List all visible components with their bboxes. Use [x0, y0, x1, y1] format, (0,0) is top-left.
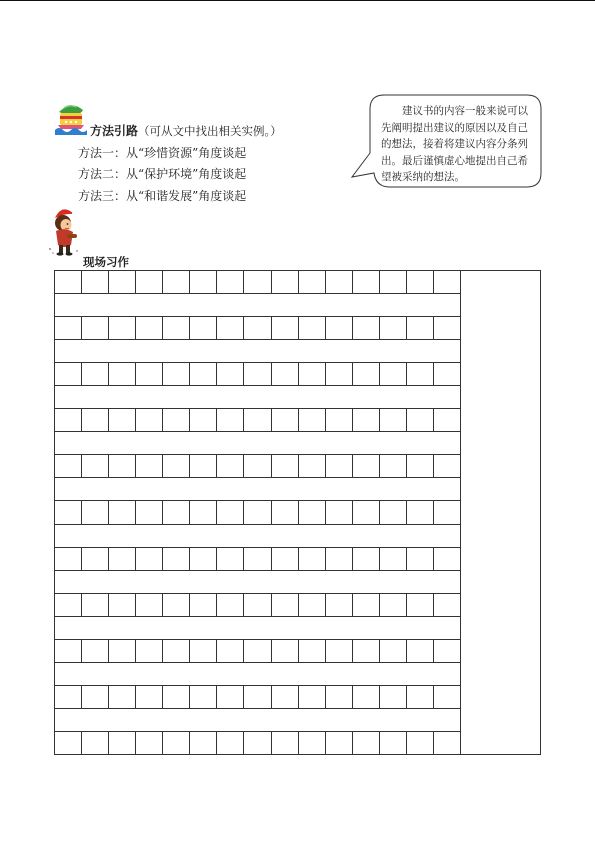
writing-cell	[353, 594, 380, 616]
writing-cell	[434, 409, 460, 431]
writing-cell	[272, 363, 299, 385]
writing-cell	[136, 271, 163, 293]
writing-cell	[82, 409, 109, 431]
writing-cell	[136, 363, 163, 385]
writing-cell	[326, 732, 353, 754]
writing-cell	[380, 271, 407, 293]
writing-cell	[244, 271, 271, 293]
writing-cell	[190, 271, 217, 293]
method-item: 方法二：从“保护环境”角度谈起	[78, 167, 247, 181]
writing-cell	[55, 732, 82, 754]
writing-cell	[82, 363, 109, 385]
writing-cell	[190, 594, 217, 616]
writing-cell	[244, 363, 271, 385]
practice-title: 现场习作	[83, 255, 129, 269]
writing-cell	[353, 640, 380, 662]
tip-line: 望被采纳的想法。	[381, 171, 465, 183]
method-guide-icon	[55, 102, 87, 136]
writing-cell	[272, 686, 299, 708]
writing-cell	[326, 686, 353, 708]
writing-cell	[326, 363, 353, 385]
writing-cell	[380, 363, 407, 385]
writing-cell	[55, 640, 82, 662]
writing-cell	[163, 640, 190, 662]
writing-cell	[82, 594, 109, 616]
writing-cell	[244, 455, 271, 477]
tip-line: 建议书的内容一般来说可以	[402, 105, 528, 117]
writing-cell	[244, 640, 271, 662]
method-item: 方法一：从“珍惜资源”角度谈起	[78, 146, 247, 160]
writing-cell	[55, 271, 82, 293]
writing-cell	[82, 640, 109, 662]
writing-cell	[272, 594, 299, 616]
writing-cell	[109, 271, 136, 293]
writing-cell	[217, 732, 244, 754]
writing-cell	[434, 455, 460, 477]
writing-cell	[272, 501, 299, 523]
writing-row	[55, 271, 460, 294]
writing-area	[55, 271, 461, 754]
writing-cell	[217, 317, 244, 339]
writing-cell	[190, 686, 217, 708]
writing-cell	[326, 317, 353, 339]
line-spacer-row	[55, 294, 460, 317]
writing-cell	[190, 363, 217, 385]
writing-cell	[163, 732, 190, 754]
writing-cell	[407, 594, 434, 616]
margin-column	[461, 271, 540, 754]
writing-cell	[109, 732, 136, 754]
writing-cell	[190, 409, 217, 431]
writing-cell	[407, 548, 434, 570]
writing-cell	[407, 363, 434, 385]
writing-cell	[55, 363, 82, 385]
writing-cell	[190, 732, 217, 754]
writing-cell	[407, 501, 434, 523]
writing-cell	[244, 548, 271, 570]
writing-cell	[136, 501, 163, 523]
page-top-rule	[0, 0, 595, 1]
writing-cell	[380, 640, 407, 662]
writing-cell	[55, 686, 82, 708]
writing-cell	[190, 317, 217, 339]
writing-cell	[299, 455, 326, 477]
writing-cell	[380, 501, 407, 523]
writing-row	[55, 686, 460, 709]
line-spacer-row	[55, 386, 460, 409]
writing-cell	[326, 501, 353, 523]
writing-cell	[55, 409, 82, 431]
writing-cell	[407, 686, 434, 708]
writing-cell	[326, 455, 353, 477]
writing-cell	[353, 317, 380, 339]
writing-cell	[190, 501, 217, 523]
writing-cell	[380, 317, 407, 339]
writing-cell	[434, 317, 460, 339]
writing-cell	[407, 409, 434, 431]
writing-cell	[272, 640, 299, 662]
writing-row	[55, 455, 460, 478]
writing-cell	[109, 455, 136, 477]
writing-cell	[163, 409, 190, 431]
writing-cell	[217, 455, 244, 477]
writing-cell	[380, 548, 407, 570]
writing-row	[55, 640, 460, 663]
method-guide-heading	[90, 122, 282, 138]
writing-cell	[136, 455, 163, 477]
writing-cell	[217, 594, 244, 616]
writing-cell	[272, 409, 299, 431]
writing-cell	[434, 548, 460, 570]
writing-cell	[299, 363, 326, 385]
line-spacer-row	[55, 478, 460, 501]
writing-cell	[163, 686, 190, 708]
writing-cell	[109, 317, 136, 339]
writing-cell	[326, 640, 353, 662]
writing-cell	[407, 317, 434, 339]
writing-cell	[299, 594, 326, 616]
line-spacer-row	[55, 663, 460, 686]
writing-row	[55, 501, 460, 524]
line-spacer-row	[55, 709, 460, 732]
composition-grid	[54, 270, 541, 755]
writing-cell	[353, 732, 380, 754]
writing-cell	[82, 271, 109, 293]
tip-line: 的想法，接着将建议内容分条列	[381, 138, 528, 150]
writing-cell	[217, 686, 244, 708]
writing-cell	[163, 501, 190, 523]
writing-cell	[407, 271, 434, 293]
writing-cell	[82, 548, 109, 570]
writing-cell	[244, 594, 271, 616]
writing-cell	[82, 455, 109, 477]
writing-cell	[380, 732, 407, 754]
writing-cell	[163, 548, 190, 570]
writing-cell	[407, 455, 434, 477]
writing-cell	[353, 548, 380, 570]
method-guide-note: （可从文中找出相关实例。）	[138, 124, 282, 138]
writing-cell	[136, 594, 163, 616]
writing-cell	[244, 317, 271, 339]
writing-cell	[109, 501, 136, 523]
writing-cell	[380, 686, 407, 708]
writing-cell	[299, 271, 326, 293]
writing-cell	[299, 501, 326, 523]
writing-cell	[190, 455, 217, 477]
writing-cell	[217, 640, 244, 662]
writing-cell	[136, 640, 163, 662]
writing-cell	[244, 732, 271, 754]
writing-row	[55, 594, 460, 617]
writing-row	[55, 732, 460, 754]
line-spacer-row	[55, 432, 460, 455]
tip-line: 出。最后谨慎虚心地提出自己希	[381, 154, 528, 167]
tip-line: 先阐明提出建议的原因以及自己	[381, 121, 528, 134]
writing-cell	[163, 455, 190, 477]
writing-cell	[326, 271, 353, 293]
writing-cell	[434, 732, 460, 754]
writing-cell	[244, 686, 271, 708]
writing-cell	[136, 732, 163, 754]
writing-cell	[272, 455, 299, 477]
tip-bubble-text	[381, 103, 533, 186]
writing-cell	[82, 732, 109, 754]
writing-cell	[326, 594, 353, 616]
writing-cell	[299, 548, 326, 570]
writing-cell	[55, 317, 82, 339]
writing-cell	[434, 363, 460, 385]
writing-cell	[136, 409, 163, 431]
writing-cell	[299, 409, 326, 431]
writing-cell	[163, 271, 190, 293]
writing-cell	[109, 640, 136, 662]
writing-cell	[109, 594, 136, 616]
writing-cell	[217, 501, 244, 523]
writing-cell	[217, 548, 244, 570]
writing-cell	[434, 686, 460, 708]
writing-cell	[380, 594, 407, 616]
writing-cell	[109, 548, 136, 570]
writing-cell	[272, 732, 299, 754]
writing-cell	[55, 455, 82, 477]
line-spacer-row	[55, 571, 460, 594]
line-spacer-row	[55, 340, 460, 363]
writing-cell	[407, 732, 434, 754]
writing-row	[55, 409, 460, 432]
character-icon	[47, 205, 81, 257]
writing-row	[55, 317, 460, 340]
writing-cell	[272, 548, 299, 570]
writing-cell	[55, 501, 82, 523]
writing-cell	[163, 317, 190, 339]
writing-cell	[380, 455, 407, 477]
writing-cell	[380, 409, 407, 431]
writing-cell	[109, 409, 136, 431]
writing-cell	[190, 548, 217, 570]
writing-cell	[326, 548, 353, 570]
writing-cell	[136, 317, 163, 339]
writing-cell	[434, 640, 460, 662]
writing-row	[55, 548, 460, 571]
writing-cell	[353, 271, 380, 293]
writing-cell	[82, 686, 109, 708]
writing-cell	[353, 409, 380, 431]
writing-cell	[299, 640, 326, 662]
writing-cell	[353, 455, 380, 477]
writing-cell	[299, 732, 326, 754]
writing-cell	[326, 409, 353, 431]
writing-cell	[272, 271, 299, 293]
writing-cell	[434, 501, 460, 523]
writing-cell	[82, 501, 109, 523]
writing-cell	[217, 271, 244, 293]
writing-cell	[109, 363, 136, 385]
writing-cell	[244, 409, 271, 431]
writing-row	[55, 363, 460, 386]
writing-cell	[272, 317, 299, 339]
writing-cell	[434, 271, 460, 293]
line-spacer-row	[55, 525, 460, 548]
writing-cell	[353, 686, 380, 708]
writing-cell	[244, 501, 271, 523]
writing-cell	[136, 686, 163, 708]
writing-cell	[217, 409, 244, 431]
method-guide-title: 方法引路	[90, 124, 139, 138]
line-spacer-row	[55, 617, 460, 640]
writing-cell	[299, 317, 326, 339]
writing-cell	[163, 363, 190, 385]
writing-cell	[353, 363, 380, 385]
writing-cell	[55, 594, 82, 616]
writing-cell	[353, 501, 380, 523]
writing-cell	[299, 686, 326, 708]
writing-cell	[136, 548, 163, 570]
writing-cell	[434, 594, 460, 616]
writing-cell	[217, 363, 244, 385]
writing-cell	[109, 686, 136, 708]
writing-cell	[407, 640, 434, 662]
writing-cell	[82, 317, 109, 339]
method-item: 方法三：从“和谐发展”角度谈起	[78, 189, 247, 203]
writing-cell	[55, 548, 82, 570]
writing-cell	[163, 594, 190, 616]
writing-cell	[190, 640, 217, 662]
